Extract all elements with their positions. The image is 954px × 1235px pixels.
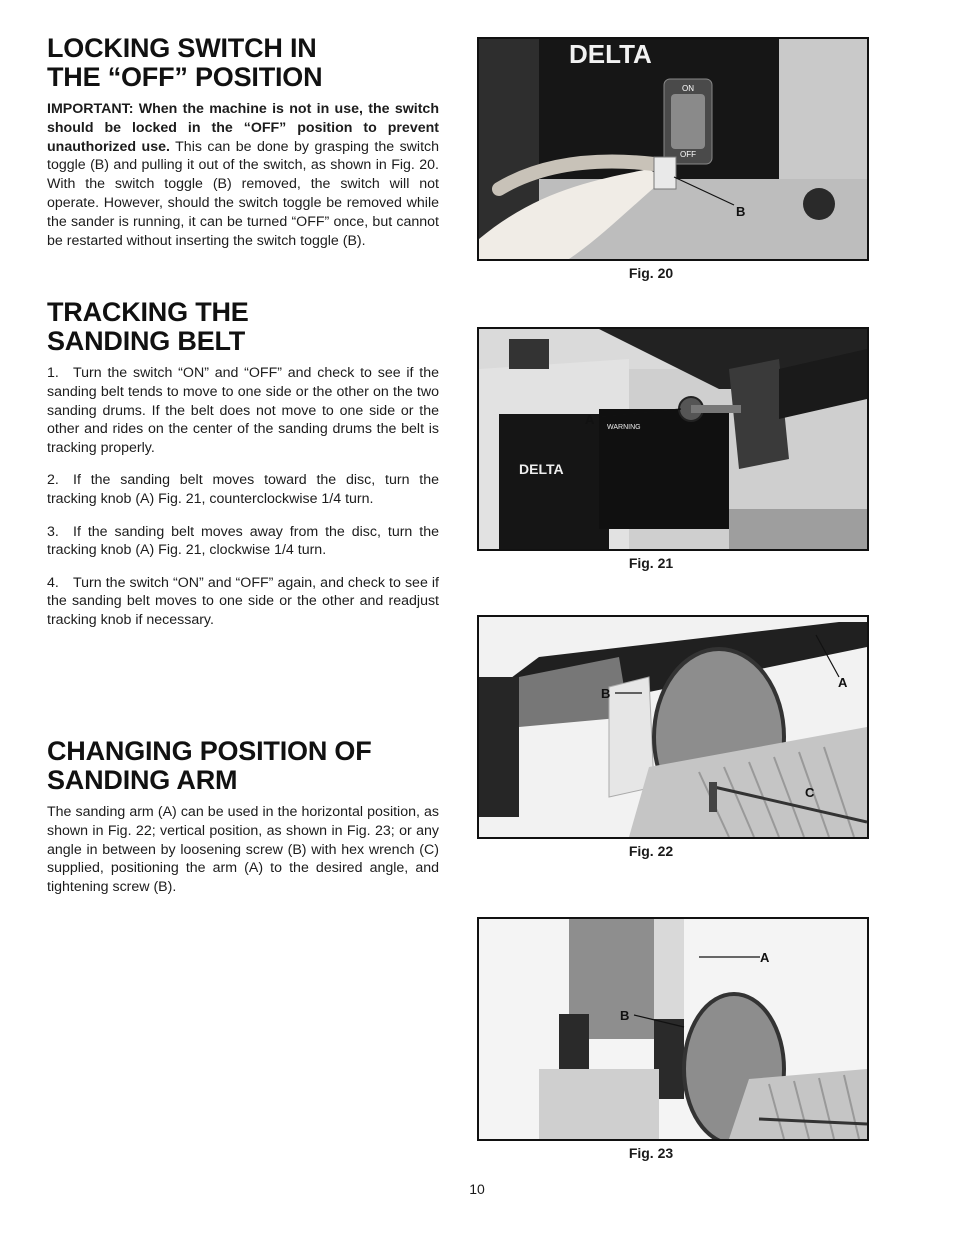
section-title-changing-arm: CHANGING POSITION OF SANDING ARM (47, 736, 372, 795)
switch-on-label: ON (682, 84, 694, 93)
tracking-steps (47, 364, 439, 630)
caption-fig-23: Fig. 23 (628, 1145, 674, 1161)
callout-a-fig23: A (760, 950, 770, 965)
locking-switch-paragraph (47, 100, 439, 250)
tracking-step-3: 3. If the sanding belt moves away from the disc, turn the tracking knob (A) Fig. 21, clockwise 1/4 turn. (47, 523, 439, 559)
section-title-locking-switch: LOCKING SWITCH IN THE “OFF” POSITION (47, 33, 323, 92)
page-number: 10 (469, 1181, 485, 1197)
callout-a-fig21: A (585, 412, 595, 427)
delta-logo: DELTA (569, 39, 652, 69)
changing-arm-paragraph: The sanding arm (A) can be used in the horizontal position, as shown in Fig. 22; vertical position, as shown in Fig. 23; or any angle in between by loosening screw (B) with hex wrench (C) supplied, positioning the arm (A) to the desired angle, and tightening screw (B). (47, 804, 439, 896)
important-notice: IMPORTANT: When the machine is not in use, the switch should be locked in the “OFF” position to prevent unauthorized use. (47, 101, 439, 155)
tracking-step-1: 1. Turn the switch “ON” and “OFF” and check to see if the sanding belt tends to move to one side or the other on the two sanding drums. If the belt does not move to one side or the other and rides on the center of the sanding drums the belt is tracking properly. (47, 365, 439, 457)
callout-b-fig20: B (736, 204, 746, 219)
section-tracking-belt (47, 298, 439, 644)
figure-20-photo (477, 37, 869, 261)
tracking-step-4: 4. Turn the switch “ON” and “OFF” again, and check to see if the sanding belt moves to one side or the other and readjust tracking knob if necessary. (47, 574, 439, 629)
figure-21 (477, 327, 869, 571)
caption-fig-21: Fig. 21 (628, 555, 674, 571)
section-title-tracking-belt: TRACKING THE SANDING BELT (47, 297, 249, 356)
section-changing-arm (47, 737, 439, 897)
figure-23-photo (477, 917, 869, 1141)
figure-20 (477, 37, 869, 281)
callout-c-fig22: C (805, 785, 815, 800)
tracking-step-2: 2. If the sanding belt moves toward the disc, turn the tracking knob (A) Fig. 21, counterclockwise 1/4 turn. (47, 472, 439, 508)
warning-label: WARNING (607, 424, 641, 431)
callout-b-fig22: B (601, 686, 611, 701)
figure-22 (477, 615, 869, 859)
callout-b-fig23: B (620, 1008, 630, 1023)
section-locking-switch (47, 34, 439, 250)
switch-off-label: OFF (680, 150, 696, 159)
figure-21-photo (477, 327, 869, 551)
figure-23 (477, 917, 869, 1161)
caption-fig-20: Fig. 20 (628, 265, 674, 281)
locking-switch-body: This can be done by grasping the switch toggle (B) and pulling it out of the switch, as shown in Fig. 20. With the switch toggle (B) removed, the switch will not operate. However, should the switch toggle be removed while the sander is running, it can be turned “OFF” once, but cannot be restarted without inserting the switch toggle (B). (47, 138, 440, 249)
callout-a-fig22: A (838, 675, 848, 690)
caption-fig-22: Fig. 22 (628, 843, 674, 859)
delta-logo: DELTA (519, 461, 564, 477)
figure-22-photo (477, 615, 869, 839)
